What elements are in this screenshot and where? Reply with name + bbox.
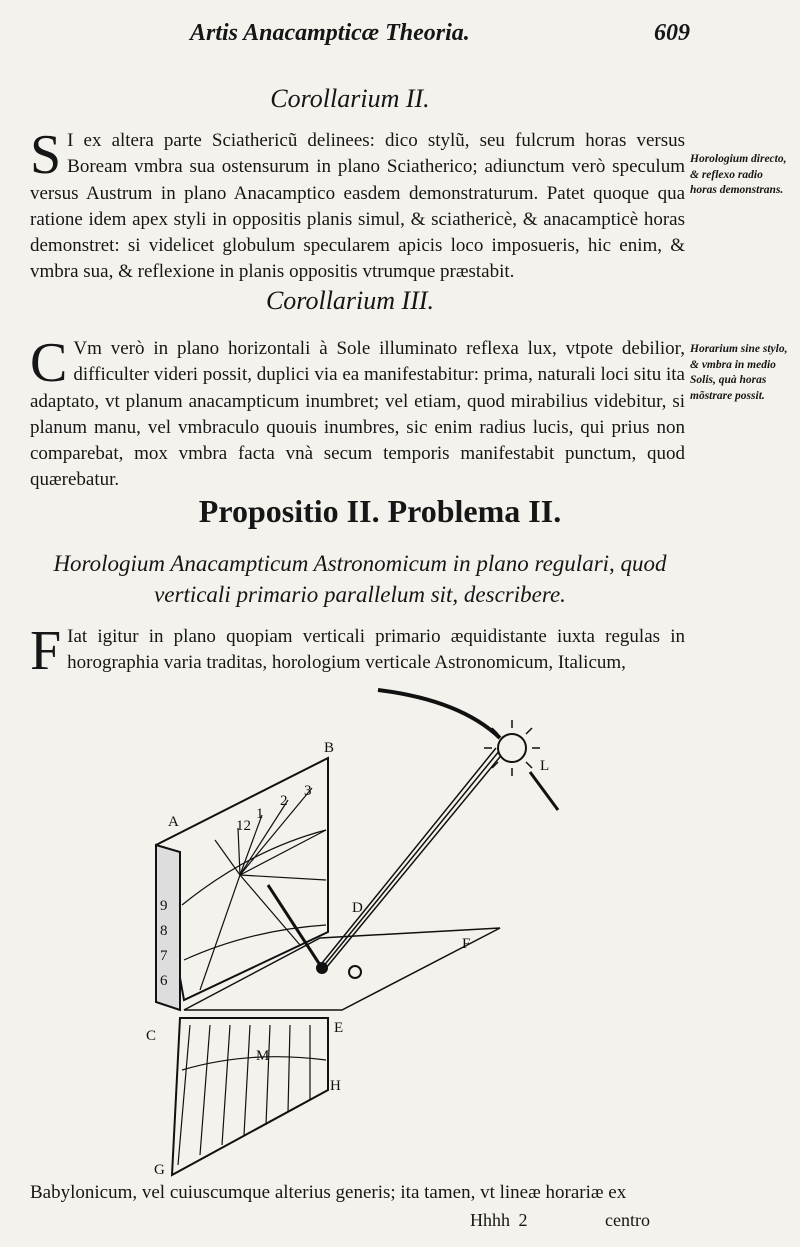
- signature-mark: Hhhh 2: [470, 1210, 528, 1230]
- figure-label-e: E: [334, 1020, 344, 1036]
- figure-label-f: F: [462, 936, 471, 952]
- proposition-text: Iat igitur in plano quopiam verticali primario æquidistante iuxta regulas in horographia varia traditas, horologium verticale Astronomicum, Italicum,: [67, 626, 685, 674]
- corollary-2-heading: Corollarium II.: [270, 84, 430, 113]
- figure-label-m: M: [256, 1048, 270, 1064]
- hour-numeral: 1: [256, 806, 264, 822]
- margin-note-2: Horarium sine stylo, & vmbra in medio Solis, quà horas mõstrare possit.: [690, 343, 788, 402]
- page-number: 609: [654, 20, 690, 46]
- corollary-2-text: I ex altera parte Sciathericũ delinees: dico stylũ, seu fulcrum horas versus Boream vmbra sua ostensurum in plano Sciatherico; adiunctum verò speculum versus Austrum in plano Anacamptico easdem demonstraturum. Patet quoque qua ratione idem apex styli in oppositis planis simul, & sciathericè, & anacampticè horas demonstret: si videlicet globulum specularem apicis loco imposueris, hic enim, & vmbra sua, & reflexione in planis oppositis vtrumque præstabit.: [30, 130, 685, 283]
- running-head: [190, 20, 690, 54]
- catchword: centro: [605, 1210, 650, 1230]
- hour-numeral: 8: [160, 923, 168, 939]
- corollary-3-paragraph: [30, 332, 685, 494]
- dropcap-s: S: [30, 124, 62, 186]
- corollary-2-paragraph: [30, 124, 685, 286]
- dropcap-f: F: [30, 620, 62, 682]
- running-title: Artis Anacampticæ Theoria.: [190, 20, 470, 46]
- problem-title: Horologium Anacampticum Astronomicum in plano regulari, quod verticali primario parallelum sit, describere.: [53, 551, 667, 607]
- proposition-paragraph: [30, 620, 685, 682]
- figure-label-a: A: [168, 814, 179, 830]
- footer-line: Babylonicum, vel cuiuscumque alterius generis; ita tamen, vt lineæ horariæ ex: [30, 1182, 627, 1203]
- hour-numeral: 9: [160, 898, 168, 914]
- hour-numeral: 6: [160, 973, 168, 989]
- figure-label-g: G: [154, 1162, 165, 1178]
- dropcap-c: C: [30, 332, 68, 394]
- figure-label-c: C: [146, 1028, 157, 1044]
- hour-numeral: 2: [280, 793, 288, 809]
- corollary-3-text: Vm verò in plano horizontali à Sole illuminato reflexa lux, vtpote debilior, difficulter videri possit, duplici via ea manifestabitur: prima, naturali loci situ ita adaptato, vt planum anacampticum inumbret; vel etiam, quod mirabilius videbitur, si planum manu, vel vmbraculo quouis inumbres, sic enim radius lucis, qui prius non comparebat, mox vmbra facta vnà secum temporis manifestabit punctum, quod quærebatur.: [30, 338, 685, 491]
- sundial-figure: [0, 680, 800, 1185]
- hour-numeral: 12: [236, 818, 251, 834]
- corollary-3-heading: Corollarium III.: [265, 286, 435, 315]
- figure-label-h: H: [330, 1078, 341, 1094]
- margin-note-1: Horologium directo, & reflexo radio horas demonstrans.: [690, 153, 787, 196]
- hour-numeral: 3: [304, 783, 312, 799]
- hour-numeral: 7: [160, 948, 168, 964]
- figure-label-b: B: [324, 740, 335, 756]
- figure-label-d: D: [352, 900, 363, 916]
- proposition-heading: Propositio II. Problema II.: [198, 493, 562, 529]
- figure-label-l: L: [540, 758, 550, 774]
